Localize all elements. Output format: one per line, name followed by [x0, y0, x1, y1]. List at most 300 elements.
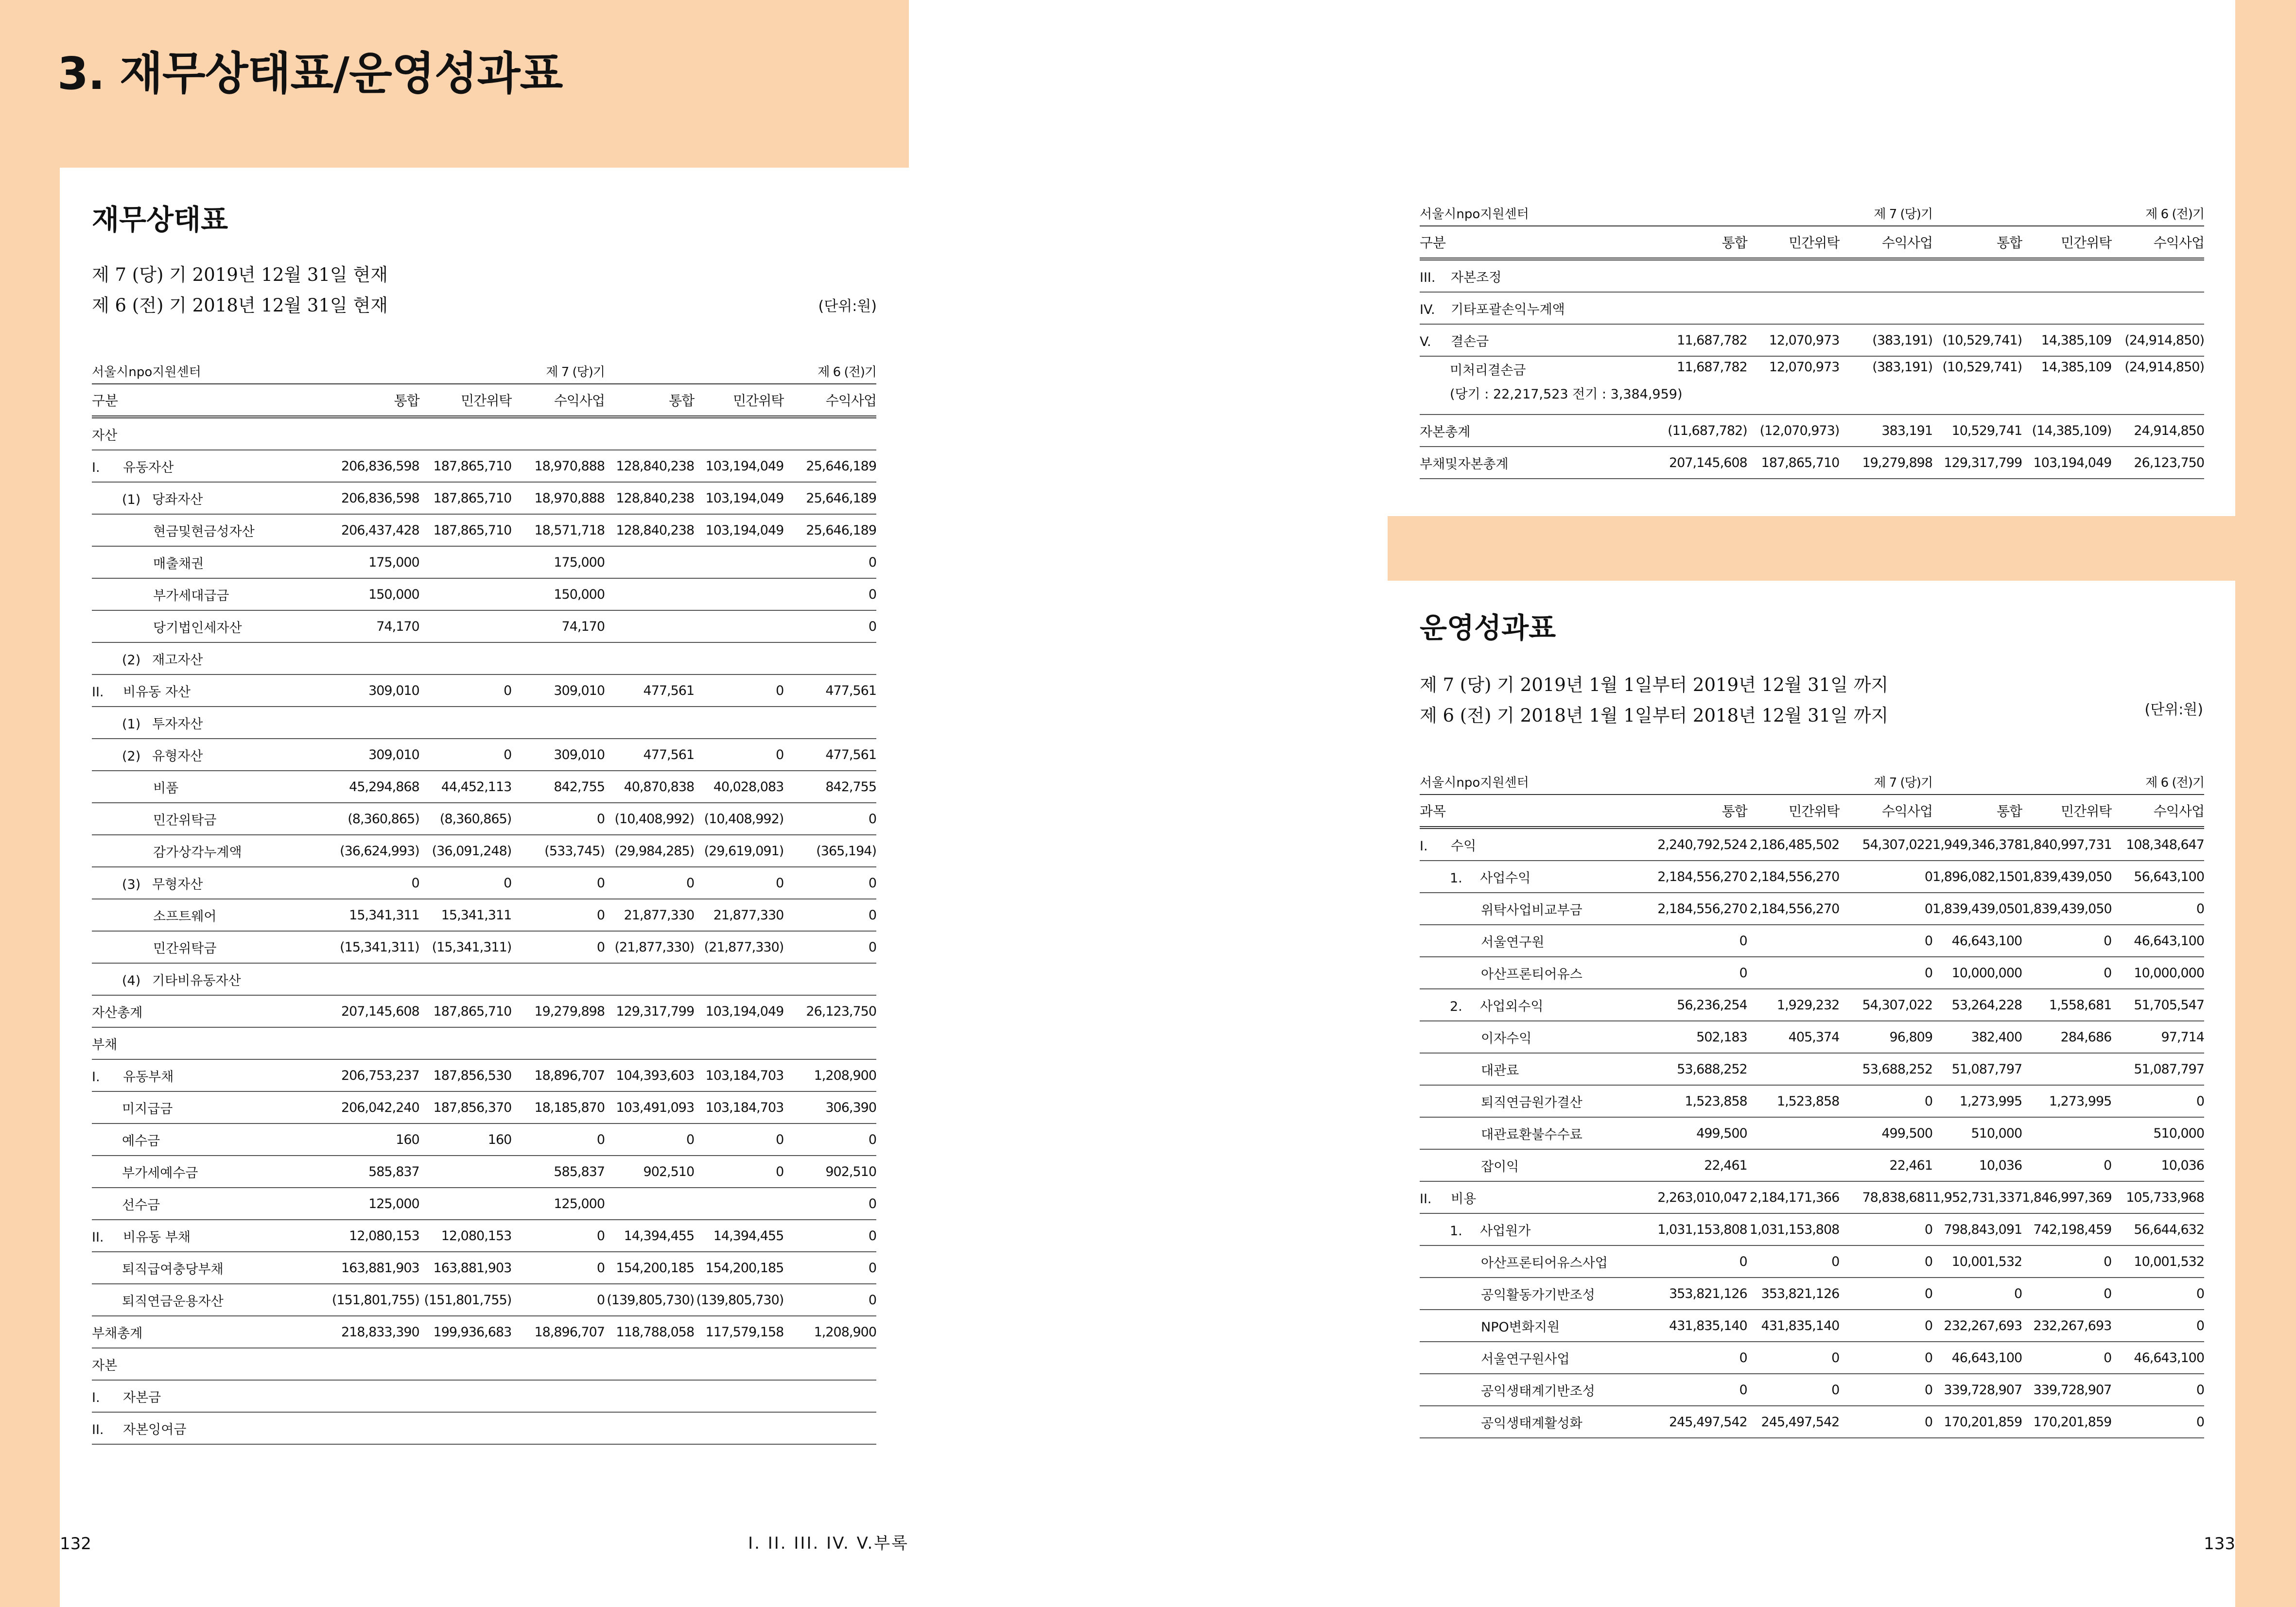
row-label-cell: [92, 995, 324, 1027]
amount-cell: 510,000: [2111, 1117, 2204, 1149]
balance-sheet-table: [92, 362, 876, 1445]
amount-cell: 40,870,838: [605, 771, 694, 803]
row-label-cell: [92, 674, 324, 707]
amount-cell: 12,080,153: [324, 1220, 419, 1252]
amount-cell: [419, 1027, 512, 1059]
amount-cell: [419, 1380, 512, 1412]
row-label-cell: [1420, 1406, 1652, 1438]
row-label: 공익생태계활성화: [1481, 1416, 1583, 1431]
amount-cell: [605, 1412, 694, 1444]
table-row: [92, 1123, 876, 1156]
row-numbering: (2): [122, 748, 141, 764]
row-label: 퇴직연금원가결산: [1481, 1095, 1583, 1110]
amount-cell: 187,865,710: [419, 450, 512, 482]
table-row: [1420, 1213, 2204, 1245]
amount-cell: 842,755: [511, 771, 605, 803]
amount-cell: 187,856,530: [419, 1059, 512, 1091]
amount-cell: 56,643,100: [2111, 861, 2204, 893]
amount-cell: 206,836,598: [324, 450, 419, 482]
amount-cell: 0: [1747, 1245, 1840, 1278]
row-sublabel: (당기 : 22,217,523 전기 : 3,384,959): [1450, 387, 1683, 402]
amount-cell: [419, 546, 512, 578]
amount-cell: 0: [1839, 1085, 1932, 1117]
amount-cell: 309,010: [324, 674, 419, 707]
amount-cell: 54,307,022: [1839, 828, 1932, 861]
amount-cell: (24,914,850): [2111, 324, 2204, 356]
table-row: [92, 1188, 876, 1220]
amount-cell: 477,561: [783, 739, 876, 771]
column-header: 민간위탁: [1747, 226, 1840, 259]
amount-cell: [419, 1156, 512, 1188]
amount-cell: 103,184,703: [694, 1059, 783, 1091]
row-label-cell: [92, 1156, 324, 1188]
org-name: 서울시npo지원센터: [92, 362, 511, 384]
page-number-right: 133: [2204, 1534, 2235, 1554]
row-label-cell: [1420, 1021, 1652, 1053]
amount-cell: 187,865,710: [419, 482, 512, 514]
row-label: 대관료환불수수료: [1481, 1127, 1583, 1142]
amount-cell: 207,145,608: [1652, 447, 1747, 479]
table-row: [92, 739, 876, 771]
row-label: 비용: [1451, 1191, 1477, 1207]
amount-cell: 0: [694, 867, 783, 899]
row-label-cell: [92, 1188, 324, 1220]
current-period-label: 제 7 (당)기: [1839, 204, 1932, 226]
row-label: NPO변화지원: [1481, 1319, 1560, 1335]
row-label: 현금및현금성자산: [153, 524, 255, 539]
amount-cell: 2,184,171,366: [1747, 1181, 1840, 1213]
income-statement-table: [1420, 773, 2204, 1438]
amount-cell: 160: [419, 1123, 512, 1156]
amount-cell: [419, 1412, 512, 1444]
table-row: [1420, 1342, 2204, 1374]
amount-cell: 150,000: [324, 578, 419, 610]
table-row: [1420, 1021, 2204, 1053]
amount-cell: 0: [783, 610, 876, 642]
row-label: 부채총계: [92, 1326, 143, 1341]
table-row: [92, 674, 876, 707]
row-label: 자산: [92, 428, 118, 443]
amount-cell: 51,705,547: [2111, 989, 2204, 1021]
amount-cell: 19,279,898: [511, 995, 605, 1027]
balance-sheet-panel: [60, 168, 909, 1607]
amount-cell: 25,646,189: [783, 482, 876, 514]
amount-cell: 10,036: [2111, 1149, 2204, 1181]
table-row: [92, 707, 876, 739]
amount-cell: 218,833,390: [324, 1316, 419, 1348]
amount-cell: 0: [419, 674, 512, 707]
amount-cell: 1,846,997,369: [2022, 1181, 2111, 1213]
row-label-cell: [1420, 1245, 1652, 1278]
amount-cell: 0: [783, 546, 876, 578]
amount-cell: 54,307,022: [1839, 989, 1932, 1021]
amount-cell: [419, 963, 512, 995]
row-label-cell: [1420, 1117, 1652, 1149]
table-row: [1420, 1374, 2204, 1406]
amount-cell: 0: [511, 1220, 605, 1252]
amount-cell: [511, 1412, 605, 1444]
column-header: 구분: [92, 384, 324, 417]
table-row: [1420, 292, 2204, 324]
amount-cell: [1747, 1149, 1840, 1181]
table-row: [92, 1156, 876, 1188]
amount-cell: [605, 1348, 694, 1380]
amount-cell: 56,236,254: [1652, 989, 1747, 1021]
amount-cell: 21,877,330: [694, 899, 783, 931]
table-row: [92, 1027, 876, 1059]
row-label-cell: [92, 1252, 324, 1284]
amount-cell: [1932, 259, 2022, 292]
amount-cell: 15,341,311: [419, 899, 512, 931]
balance-sheet-period-current: 제 7 (당) 기 2019년 12월 31일 현재: [92, 264, 388, 285]
row-label: 감가상각누계액: [153, 845, 242, 860]
amount-cell: 18,896,707: [511, 1316, 605, 1348]
amount-cell: (24,914,850): [2111, 356, 2204, 415]
amount-cell: 245,497,542: [1652, 1406, 1747, 1438]
amount-cell: 232,267,693: [2022, 1310, 2111, 1342]
amount-cell: 11,687,782: [1652, 356, 1747, 415]
amount-cell: 207,145,608: [324, 995, 419, 1027]
amount-cell: (8,360,865): [324, 803, 419, 835]
table-row: [1420, 893, 2204, 925]
amount-cell: 405,374: [1747, 1021, 1840, 1053]
amount-cell: 499,500: [1652, 1117, 1747, 1149]
amount-cell: [694, 1188, 783, 1220]
table-row: [1420, 1181, 2204, 1213]
row-label-cell: [1420, 324, 1652, 356]
table-row: [1420, 1085, 2204, 1117]
row-label: 유동부채: [123, 1069, 174, 1085]
amount-cell: (365,194): [783, 835, 876, 867]
amount-cell: 46,643,100: [2111, 925, 2204, 957]
amount-cell: (15,341,311): [324, 931, 419, 963]
amount-cell: 0: [2022, 925, 2111, 957]
income-statement-title: 운영성과표: [1420, 611, 1556, 644]
amount-cell: 0: [783, 867, 876, 899]
amount-cell: 0: [783, 1284, 876, 1316]
current-period-label: 제 7 (당)기: [511, 362, 605, 384]
table-row: [92, 1380, 876, 1412]
row-label: 민간위탁금: [153, 941, 217, 956]
row-label: 선수금: [122, 1197, 160, 1213]
amount-cell: 585,837: [324, 1156, 419, 1188]
column-header: 과목: [1420, 795, 1652, 828]
amount-cell: 306,390: [783, 1091, 876, 1123]
row-label-cell: [1420, 356, 1683, 415]
table-row: [1420, 1053, 2204, 1085]
amount-cell: (10,529,741): [1932, 324, 2022, 356]
amount-cell: 14,394,455: [694, 1220, 783, 1252]
amount-cell: 510,000: [1932, 1117, 2022, 1149]
amount-cell: [783, 1412, 876, 1444]
row-label: 수익: [1451, 838, 1477, 854]
amount-cell: 1,273,995: [1932, 1085, 2022, 1117]
amount-cell: 21,877,330: [605, 899, 694, 931]
row-label-cell: [92, 1348, 324, 1380]
amount-cell: 499,500: [1839, 1117, 1932, 1149]
amount-cell: 18,185,870: [511, 1091, 605, 1123]
amount-cell: 97,714: [2111, 1021, 2204, 1053]
amount-cell: 0: [694, 674, 783, 707]
column-header: 통합: [1652, 226, 1747, 259]
chapter-title: 3. 재무상태표/운영성과표: [57, 48, 563, 100]
amount-cell: 154,200,185: [694, 1252, 783, 1284]
amount-cell: 18,970,888: [511, 482, 605, 514]
amount-cell: (383,191): [1839, 324, 1932, 356]
row-numbering: (4): [122, 973, 141, 988]
row-label-cell: [92, 835, 324, 867]
table-row: [92, 899, 876, 931]
amount-cell: 0: [511, 899, 605, 931]
row-label-cell: [1420, 1278, 1652, 1310]
amount-cell: 22,461: [1652, 1149, 1747, 1181]
amount-cell: 0: [2111, 1085, 2204, 1117]
amount-cell: 1,839,439,050: [1932, 893, 2022, 925]
amount-cell: 0: [2022, 957, 2111, 989]
table-row: [92, 514, 876, 546]
amount-cell: [605, 1188, 694, 1220]
amount-cell: 14,385,109: [2022, 356, 2111, 415]
amount-cell: 25,646,189: [783, 450, 876, 482]
amount-cell: 0: [605, 1123, 694, 1156]
row-label: 사업원가: [1480, 1223, 1531, 1239]
amount-cell: 0: [324, 867, 419, 899]
column-header-row: [1420, 226, 2204, 259]
row-label-cell: [1420, 925, 1652, 957]
amount-cell: 26,123,750: [783, 995, 876, 1027]
row-label: 위탁사업비교부금: [1481, 902, 1583, 918]
table-row: [92, 1220, 876, 1252]
amount-cell: 0: [1839, 1213, 1932, 1245]
table-row: [92, 1091, 876, 1123]
amount-cell: [1747, 292, 1840, 324]
amount-cell: [694, 1412, 783, 1444]
amount-cell: 0: [783, 578, 876, 610]
amount-cell: 0: [419, 739, 512, 771]
row-label-cell: [1420, 957, 1652, 989]
amount-cell: 170,201,859: [1932, 1406, 2022, 1438]
row-label-cell: [92, 1059, 324, 1091]
amount-cell: (383,191): [1839, 356, 1932, 415]
amount-cell: 25,646,189: [783, 514, 876, 546]
row-label: 공익생태계기반조성: [1481, 1383, 1595, 1399]
table-row: [92, 995, 876, 1027]
amount-cell: 477,561: [783, 674, 876, 707]
amount-cell: [419, 578, 512, 610]
row-label: 무형자산: [152, 877, 203, 892]
chapter-navigation[interactable]: I. II. III. IV. V.부록: [748, 1534, 909, 1553]
row-label: 민간위탁금: [153, 812, 217, 828]
amount-cell: [694, 1380, 783, 1412]
row-label: 자본금: [123, 1390, 161, 1405]
amount-cell: 199,936,683: [419, 1316, 512, 1348]
table-row: [92, 1348, 876, 1380]
row-label: 자산총계: [92, 1005, 143, 1020]
org-name: 서울시npo지원센터: [1420, 773, 1839, 795]
spacer: [605, 362, 783, 384]
amount-cell: 51,087,797: [2111, 1053, 2204, 1085]
row-label: 비유동 자산: [123, 684, 191, 700]
row-label-cell: [92, 1091, 324, 1123]
table-row: [92, 450, 876, 482]
amount-cell: 383,191: [1839, 415, 1932, 447]
amount-cell: 103,184,703: [694, 1091, 783, 1123]
amount-cell: [511, 642, 605, 674]
amount-cell: 502,183: [1652, 1021, 1747, 1053]
amount-cell: 128,840,238: [605, 482, 694, 514]
amount-cell: 74,170: [324, 610, 419, 642]
amount-cell: 2,184,556,270: [1652, 893, 1747, 925]
amount-cell: 0: [511, 867, 605, 899]
row-label-cell: [1420, 893, 1652, 925]
row-label-cell: [92, 1220, 324, 1252]
row-label-cell: [92, 1412, 324, 1444]
amount-cell: 0: [2022, 1278, 2111, 1310]
amount-cell: [419, 642, 512, 674]
amount-cell: 902,510: [605, 1156, 694, 1188]
amount-cell: (12,070,973): [1747, 415, 1840, 447]
row-label: 매출채권: [153, 556, 204, 571]
table-row: [1420, 447, 2204, 479]
amount-cell: 0: [2111, 1278, 2204, 1310]
column-header: 통합: [324, 384, 419, 417]
row-numbering: II.: [92, 1422, 104, 1437]
amount-cell: 0: [511, 931, 605, 963]
amount-cell: [419, 1188, 512, 1220]
row-label: 결손금: [1451, 334, 1489, 349]
amount-cell: (11,687,782): [1652, 415, 1747, 447]
amount-cell: [324, 1027, 419, 1059]
amount-cell: 11,687,782: [1652, 324, 1747, 356]
amount-cell: 24,914,850: [2111, 415, 2204, 447]
amount-cell: 842,755: [783, 771, 876, 803]
amount-cell: 0: [1839, 1342, 1932, 1374]
row-label-cell: [92, 1284, 324, 1316]
row-label: 기타포괄손익누계액: [1451, 302, 1565, 317]
table-row: [92, 1412, 876, 1444]
amount-cell: (21,877,330): [694, 931, 783, 963]
column-header: 수익사업: [1839, 795, 1932, 828]
amount-cell: 128,840,238: [605, 450, 694, 482]
amount-cell: 187,865,710: [419, 514, 512, 546]
amount-cell: 1,896,082,150: [1932, 861, 2022, 893]
amount-cell: 74,170: [511, 610, 605, 642]
row-numbering: 1.: [1450, 870, 1462, 886]
amount-cell: (533,745): [511, 835, 605, 867]
row-label-cell: [92, 417, 324, 450]
amount-cell: 18,970,888: [511, 450, 605, 482]
amount-cell: [511, 707, 605, 739]
row-label-cell: [1420, 1310, 1652, 1342]
amount-cell: [694, 546, 783, 578]
amount-cell: [783, 1380, 876, 1412]
amount-cell: 56,644,632: [2111, 1213, 2204, 1245]
amount-cell: 129,317,799: [1932, 447, 2022, 479]
amount-cell: 0: [1839, 1278, 1932, 1310]
amount-cell: 0: [2111, 1374, 2204, 1406]
column-header: 통합: [1652, 795, 1747, 828]
row-label-cell: [92, 482, 324, 514]
row-label-cell: [1420, 1149, 1652, 1181]
amount-cell: (21,877,330): [605, 931, 694, 963]
table-row: [92, 578, 876, 610]
column-header: 민간위탁: [2022, 226, 2111, 259]
amount-cell: [605, 578, 694, 610]
amount-cell: 1,839,439,050: [2022, 893, 2111, 925]
amount-cell: 0: [783, 1220, 876, 1252]
amount-cell: 353,821,126: [1652, 1278, 1747, 1310]
amount-cell: [419, 417, 512, 450]
amount-cell: 0: [511, 1252, 605, 1284]
amount-cell: 2,184,556,270: [1747, 893, 1840, 925]
amount-cell: 902,510: [783, 1156, 876, 1188]
page-number-left: 132: [60, 1534, 91, 1554]
amount-cell: 0: [419, 867, 512, 899]
row-label: 잡이익: [1481, 1159, 1519, 1175]
amount-cell: 353,821,126: [1747, 1278, 1840, 1310]
amount-cell: 0: [1839, 925, 1932, 957]
amount-cell: 0: [783, 899, 876, 931]
amount-cell: 284,686: [2022, 1021, 2111, 1053]
amount-cell: 206,836,598: [324, 482, 419, 514]
row-numbering: (3): [122, 877, 141, 892]
row-numbering: II.: [92, 684, 104, 700]
balance-sheet-continued-table: [1420, 204, 2204, 479]
amount-cell: 46,643,100: [2111, 1342, 2204, 1374]
row-label-cell: [1420, 292, 1652, 324]
amount-cell: 1,208,900: [783, 1059, 876, 1091]
amount-cell: [1747, 925, 1840, 957]
income-statement-period-current: 제 7 (당) 기 2019년 1월 1일부터 2019년 12월 31일 까지: [1420, 674, 1889, 695]
row-label-cell: [92, 899, 324, 931]
amount-cell: 0: [1839, 1406, 1932, 1438]
amount-cell: 2,240,792,524: [1652, 828, 1747, 861]
amount-cell: [783, 642, 876, 674]
amount-cell: [1747, 1053, 1840, 1085]
amount-cell: 103,194,049: [694, 995, 783, 1027]
row-label-cell: [1420, 1213, 1652, 1245]
row-label: 자본: [92, 1358, 118, 1373]
column-header-row: [92, 384, 876, 417]
amount-cell: [605, 1027, 694, 1059]
amount-cell: 160: [324, 1123, 419, 1156]
amount-cell: 125,000: [324, 1188, 419, 1220]
amount-cell: [511, 1027, 605, 1059]
amount-cell: 18,571,718: [511, 514, 605, 546]
amount-cell: 12,070,973: [1747, 356, 1840, 415]
row-label-cell: [1420, 447, 1652, 479]
amount-cell: 129,317,799: [605, 995, 694, 1027]
row-label: 자본잉여금: [123, 1422, 187, 1437]
amount-cell: [605, 963, 694, 995]
table-row: [1420, 828, 2204, 861]
row-label: 아산프론티어유스: [1481, 967, 1583, 982]
row-label: 퇴직급여충당부채: [122, 1261, 224, 1277]
row-label: 자본총계: [1420, 424, 1471, 440]
amount-cell: [324, 1380, 419, 1412]
amount-cell: 53,264,228: [1932, 989, 2022, 1021]
table-row: [1420, 957, 2204, 989]
org-header-row: [1420, 204, 2204, 226]
table-row: [92, 803, 876, 835]
amount-cell: 125,000: [511, 1188, 605, 1220]
row-label: 사업수익: [1480, 870, 1531, 886]
amount-cell: 53,688,252: [1652, 1053, 1747, 1085]
row-numbering: (2): [122, 652, 141, 668]
table-row: [1420, 1149, 2204, 1181]
column-header: 수익사업: [2111, 795, 2204, 828]
row-label-cell: [92, 450, 324, 482]
